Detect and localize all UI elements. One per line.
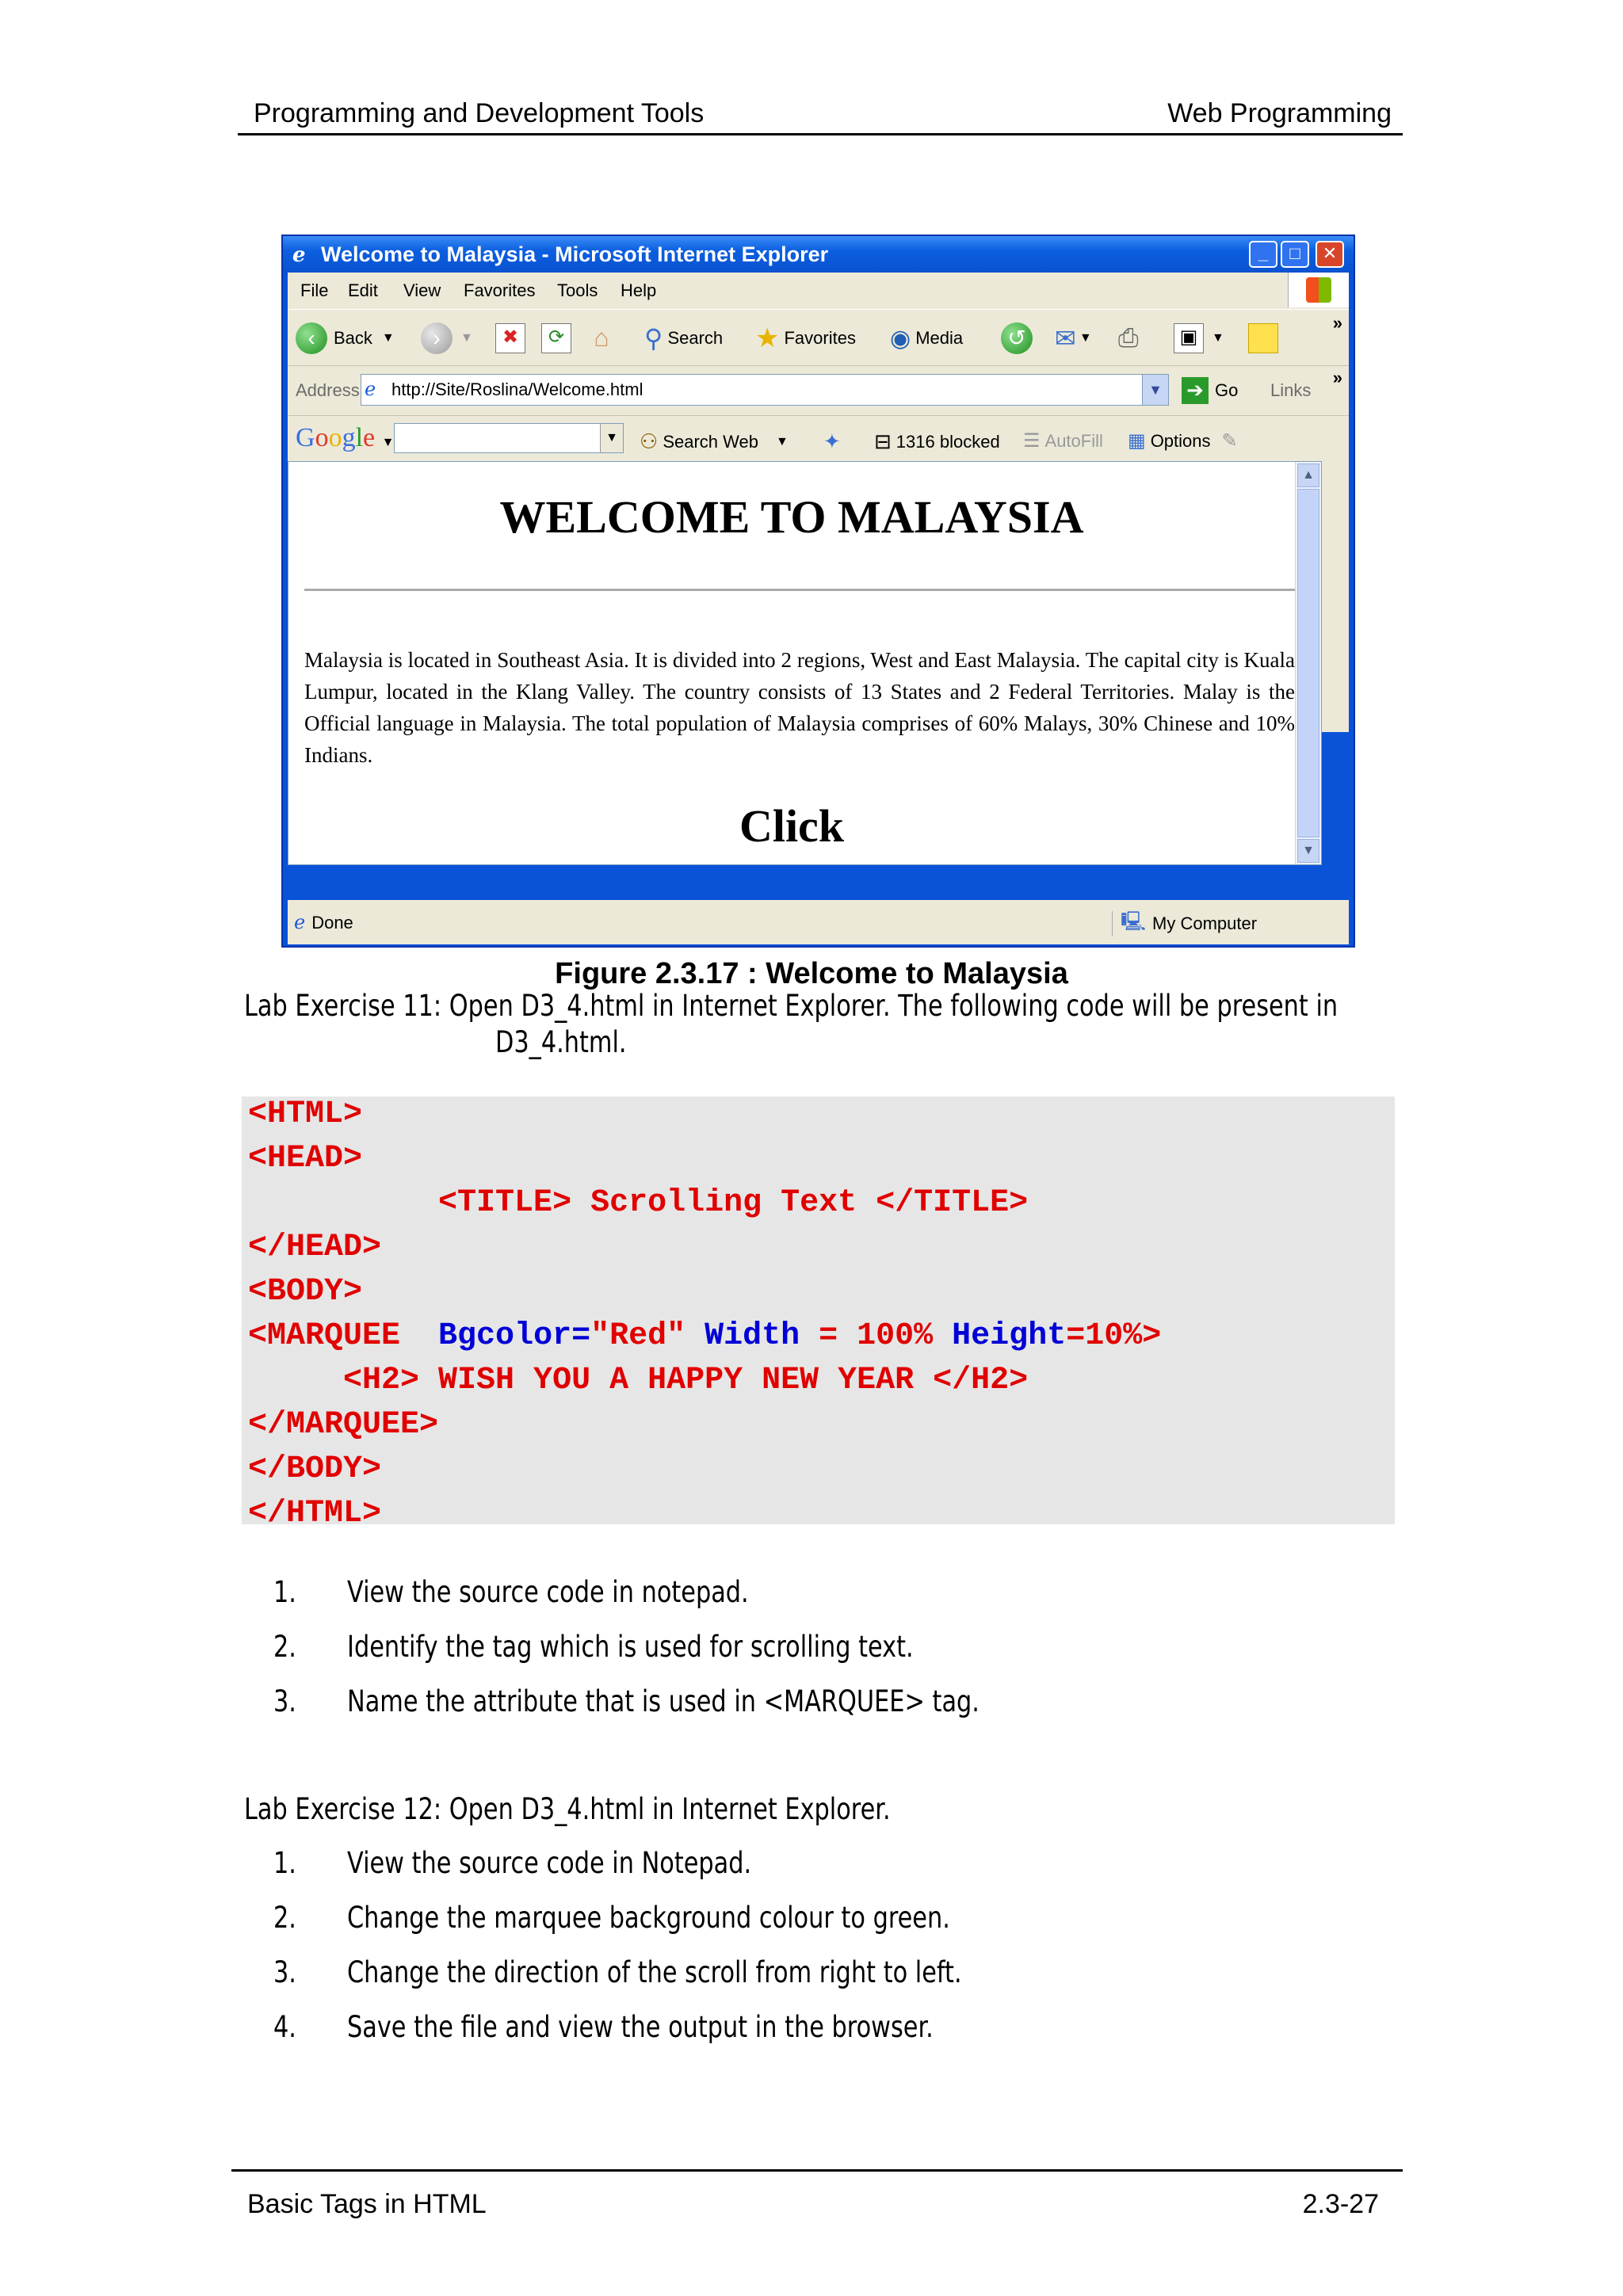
google-dropdown-icon: ▼: [381, 436, 395, 449]
edit-button[interactable]: [1174, 322, 1224, 354]
popup-blocker-icon: ⊟: [874, 429, 892, 453]
options-icon: ▦: [1128, 430, 1146, 452]
malaysia-paragraph: Malaysia is located in Southeast Asia. It is divided into 2 regions, West and East Malaysia. The capital city is Kuala Lumpur, located in the Klang Valley. The country consists of 13 States and 2 Federal Territories. Malay is the Official language in Malaysia. The total population of Malaysia comprises of 60% Malays, 30% Chinese and 10% Indians.: [304, 648, 1295, 767]
list-item-number: 2.: [273, 1901, 296, 1935]
favorites-label: Favorites: [784, 328, 856, 348]
options-label: Options: [1150, 430, 1211, 451]
code-token: =10%>: [1066, 1318, 1162, 1354]
messenger-button[interactable]: [1248, 322, 1278, 354]
refresh-button[interactable]: [541, 322, 571, 354]
minimize-button[interactable]: _: [1249, 241, 1277, 268]
list-item: View the source code in notepad.: [347, 1575, 749, 1609]
google-search-input[interactable]: [394, 423, 624, 453]
code-line: <HEAD>: [248, 1141, 363, 1177]
menu-help[interactable]: Help: [621, 280, 657, 300]
favorites-button[interactable]: [755, 322, 856, 354]
code-line: </HEAD>: [248, 1230, 382, 1265]
page-footer: [231, 2169, 1403, 2219]
code-token: Bgcolor=: [438, 1318, 591, 1354]
figure-caption: Figure 2.3.17 : Welcome to Malaysia: [555, 957, 1068, 990]
list-item-number: 4.: [273, 2010, 296, 2044]
list-item-number: 3.: [273, 1955, 296, 1989]
code-token: Width: [705, 1318, 800, 1354]
autofill-button[interactable]: [1023, 429, 1103, 452]
address-dropdown-icon[interactable]: ▼: [1142, 375, 1168, 405]
page-header: [238, 95, 1403, 135]
status-done-label: Done: [311, 912, 353, 933]
menu-file[interactable]: File: [300, 280, 329, 300]
refresh-icon: ⟳: [541, 323, 571, 353]
scroll-thumb[interactable]: [1297, 489, 1319, 837]
code-line: <BODY>: [248, 1274, 363, 1310]
menu-tools[interactable]: Tools: [557, 280, 598, 300]
code-line: </MARQUEE>: [248, 1407, 439, 1443]
autofill-icon: ☰: [1023, 430, 1041, 452]
back-label: Back: [334, 328, 372, 348]
home-button[interactable]: [587, 322, 616, 354]
search-web-dropdown-icon: ▼: [775, 434, 789, 448]
code-token: Height: [952, 1318, 1067, 1354]
menu-view[interactable]: View: [403, 280, 441, 300]
forward-button[interactable]: [421, 322, 473, 354]
forward-arrow-icon: ›: [421, 322, 453, 354]
header-subject: Web Programming: [1167, 98, 1392, 128]
horizontal-rule: [304, 589, 1311, 591]
popup-blocker-button[interactable]: [874, 429, 1000, 454]
list-item-number: 3.: [273, 1684, 296, 1718]
history-button[interactable]: [1001, 322, 1039, 354]
page-number: 2.3-27: [1302, 2189, 1379, 2219]
lab11-intro: [244, 989, 1338, 1023]
edit-icon: ▣: [1174, 323, 1204, 353]
code-line: <HTML>: [248, 1097, 363, 1132]
menu-bar: [288, 273, 1349, 307]
maximize-button[interactable]: □: [1281, 241, 1309, 268]
autofill-label: AutoFill: [1044, 430, 1103, 451]
address-label: Address: [296, 380, 360, 400]
stop-button[interactable]: [495, 322, 525, 354]
footer-chapter: Basic Tags in HTML: [247, 2189, 487, 2219]
toolbar-overflow-icon[interactable]: »: [1332, 313, 1342, 333]
address-bar: [288, 366, 1349, 416]
google-search-dropdown-icon[interactable]: ▼: [600, 424, 623, 452]
list-item: Identify the tag which is used for scrolling text.: [347, 1630, 914, 1664]
lab11-text-cont: D3_4.html.: [495, 1025, 627, 1059]
computer-icon: 🖳: [1121, 910, 1147, 933]
page-icon: ℯ: [365, 379, 376, 400]
history-icon: ↺: [1001, 322, 1033, 354]
menu-favorites[interactable]: Favorites: [464, 280, 536, 300]
scroll-up-icon[interactable]: ▲: [1297, 463, 1319, 487]
blocked-count: 1316 blocked: [896, 431, 1000, 452]
status-zone: [1112, 911, 1257, 936]
code-line: <TITLE> Scrolling Text </TITLE>: [248, 1185, 1029, 1221]
google-toolbar: [288, 417, 1349, 461]
options-button[interactable]: [1128, 429, 1238, 452]
code-line: <H2> WISH YOU A HAPPY NEW YEAR </H2>: [248, 1363, 1029, 1398]
close-button[interactable]: ✕: [1316, 241, 1344, 268]
list-item: View the source code in Notepad.: [347, 1846, 752, 1880]
mail-icon: ✉: [1055, 324, 1076, 353]
vertical-scrollbar[interactable]: [1295, 462, 1321, 864]
windows-logo: [1288, 273, 1349, 307]
back-arrow-icon: ‹: [296, 322, 327, 354]
list-item-number: 1.: [273, 1846, 296, 1880]
list-item-number: 2.: [273, 1630, 296, 1664]
page-info-button[interactable]: [823, 429, 841, 454]
code-line: </BODY>: [248, 1451, 382, 1487]
stop-icon: ✖: [495, 323, 525, 353]
lab11-text: Open D3_4.html in Internet Explorer. The following code will be present in: [449, 989, 1338, 1023]
windows-flag-icon: [1306, 277, 1331, 303]
ie-logo-icon: ℯ: [292, 242, 306, 266]
code-line: </HTML>: [248, 1496, 382, 1531]
print-icon: ⎙: [1118, 323, 1139, 352]
google-logo[interactable]: Google ▼: [296, 423, 395, 452]
lab11-label: Lab Exercise 11:: [244, 989, 442, 1023]
media-label: Media: [915, 328, 964, 348]
code-token: = 100%: [800, 1318, 953, 1354]
code-token: "Red": [590, 1318, 705, 1354]
favorites-star-icon: ★: [755, 323, 780, 353]
code-line-marquee: [248, 1318, 1161, 1363]
address-input[interactable]: [361, 374, 1169, 406]
browser-window: [281, 235, 1355, 948]
title-bar: [283, 236, 1354, 273]
welcome-heading: WELCOME TO MALAYSIA: [499, 491, 1084, 543]
list-item: Name the attribute that is used in <MARQUEE> tag.: [347, 1684, 980, 1718]
binoculars-icon: ⚇: [640, 429, 659, 453]
status-zone-label: My Computer: [1152, 913, 1258, 933]
note-icon: [1248, 323, 1278, 353]
mail-button[interactable]: [1055, 322, 1092, 354]
mail-dropdown-icon: ▼: [1079, 331, 1092, 345]
status-bar: [288, 900, 1349, 944]
status-done: [294, 911, 353, 934]
search-icon: ⚲: [644, 324, 663, 353]
page-info-icon: ✦: [823, 429, 841, 453]
print-button[interactable]: [1118, 322, 1139, 354]
click-link[interactable]: Click: [739, 800, 845, 852]
search-button[interactable]: [644, 322, 723, 354]
home-icon: ⌂: [594, 323, 609, 352]
media-icon: ◉: [890, 325, 911, 352]
search-label: Search: [667, 328, 724, 348]
code-block: [242, 1097, 1395, 1531]
search-web-button[interactable]: [640, 429, 789, 454]
search-web-label: Search Web: [663, 431, 758, 452]
go-button[interactable]: [1182, 377, 1238, 404]
lab12-label: Lab Exercise 12:: [244, 1792, 442, 1826]
back-button[interactable]: [296, 322, 395, 354]
pencil-icon: ✎: [1221, 430, 1238, 452]
scroll-down-icon[interactable]: ▼: [1297, 839, 1319, 863]
go-arrow-icon: ➔: [1182, 377, 1209, 404]
media-button[interactable]: [890, 322, 963, 354]
menu-edit[interactable]: Edit: [348, 280, 378, 300]
list-item: Save the file and view the output in the browser.: [347, 2010, 934, 2044]
links-button[interactable]: Links: [1270, 380, 1312, 400]
list-item: Change the marquee background colour to green.: [347, 1901, 950, 1935]
standard-toolbar: [288, 309, 1349, 366]
forward-dropdown-icon: ▼: [460, 331, 473, 345]
header-course-title: Programming and Development Tools: [254, 98, 705, 128]
list-item-number: 1.: [273, 1575, 296, 1609]
status-page-icon: ℯ: [294, 912, 306, 933]
code-token: <MARQUEE: [248, 1318, 439, 1354]
back-dropdown-icon: ▼: [381, 331, 395, 345]
window-title: Welcome to Malaysia - Microsoft Internet Explorer: [321, 242, 829, 266]
page-viewport: [288, 461, 1322, 865]
address-url: http://Site/Roslina/Welcome.html: [391, 379, 643, 399]
links-overflow-icon[interactable]: »: [1332, 368, 1342, 387]
go-label: Go: [1215, 380, 1239, 400]
list-item: Change the direction of the scroll from right to left.: [347, 1955, 962, 1989]
lab12-text: Open D3_4.html in Internet Explorer.: [449, 1792, 891, 1826]
edit-dropdown-icon: ▼: [1212, 331, 1224, 345]
lab12-intro: [244, 1792, 891, 1826]
